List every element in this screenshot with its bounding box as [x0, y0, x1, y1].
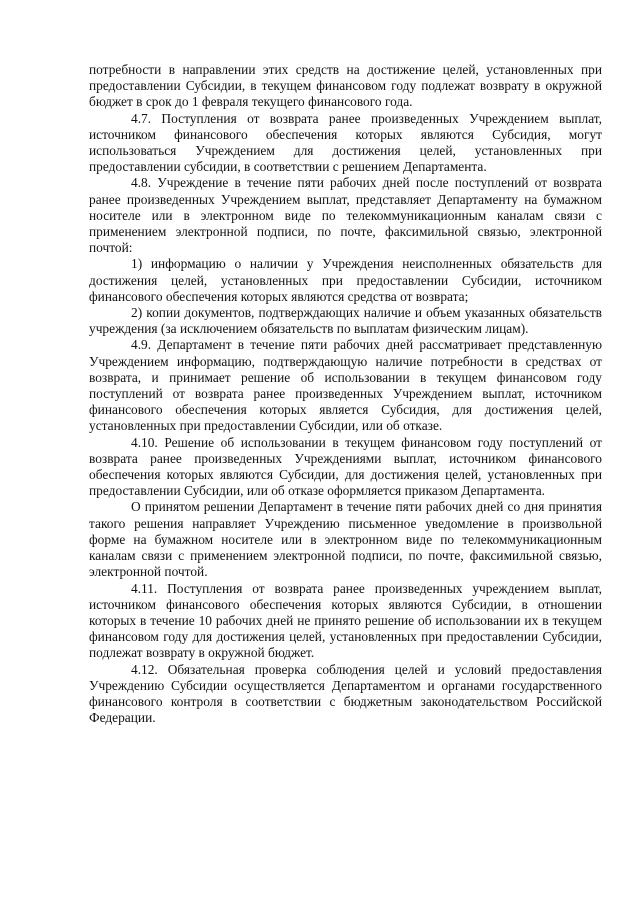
paragraph-4-10-notice: О принятом решении Департамент в течение пяти рабочих дней со дня принятия такого решения направляет Учреждению письменное уведомление в произвольной форме на бумажном носителе или в электронном виде по телекоммуникационным каналам связи с применением электронной подписи, по почте, факсимильной связью, электронной почтой. — [89, 499, 602, 580]
paragraph-4-11: 4.11. Поступления от возврата ранее произведенных учреждением выплат, источником финансового обеспечения которых являются Субсидии, в отношении которых в течение 10 рабочих дней не принято решение об использовании их в текущем финансовом году для достижения целей, установленных при предоставлении Субсидии, подлежат возврату в окружной бюджет. — [89, 580, 602, 661]
paragraph-4-9: 4.9. Департамент в течение пяти рабочих дней рассматривает представленную Учреждением информацию, подтверждающую наличие потребности в средствах от возврата, и принимает решение об использовании в текущем финансовом году поступлений от возврата ранее произведенных Учреждением выплат, источником финансового обеспечения которых является Субсидия, для достижения целей, установленных при предоставлении Субсидии, или об отказе. — [89, 337, 602, 434]
document-page — [89, 62, 602, 726]
paragraph-4-8: 4.8. Учреждение в течение пяти рабочих дней после поступлений от возврата ранее произведенных Учреждением выплат, представляет Департаменту на бумажном носителе или в электронном виде по телекоммуникационным каналам связи с применением электронной подписи, по почте, факсимильной связью, электронной почтой: — [89, 175, 602, 256]
paragraph-4-8-item-1: 1) информацию о наличии у Учреждения неисполненных обязательств для достижения целей, установленных при предоставлении Субсидии, источником финансового обеспечения которых являются средства от возврата; — [89, 256, 602, 304]
paragraph-continuation: потребности в направлении этих средств на достижение целей, установленных при предоставлении Субсидии, в текущем финансовом году подлежат возврату в окружной бюджет в срок до 1 февраля текущего финансового года. — [89, 62, 602, 110]
paragraph-4-8-item-2: 2) копии документов, подтверждающих наличие и объем указанных обязательств учреждения (за исключением обязательств по выплатам физическим лицам). — [89, 305, 602, 337]
paragraph-4-7: 4.7. Поступления от возврата ранее произведенных Учреждением выплат, источником финансового обеспечения которых являются Субсидия, могут использоваться Учреждением для достижения целей, установленных при предоставлении субсидии, в соответствии с решением Департамента. — [89, 110, 602, 175]
paragraph-4-12: 4.12. Обязательная проверка соблюдения целей и условий предоставления Учреждению Субсидии осуществляется Департаментом и органами государственного финансового контроля в соответствии с бюджетным законодательством Российской Федерации. — [89, 661, 602, 726]
paragraph-4-10: 4.10. Решение об использовании в текущем финансовом году поступлений от возврата ранее произведенных Учреждениями выплат, источником финансового обеспечения которых являются Субсидии, для достижения целей, установленных при предоставлении Субсидии, или об отказе оформляется приказом Департамента. — [89, 434, 602, 499]
